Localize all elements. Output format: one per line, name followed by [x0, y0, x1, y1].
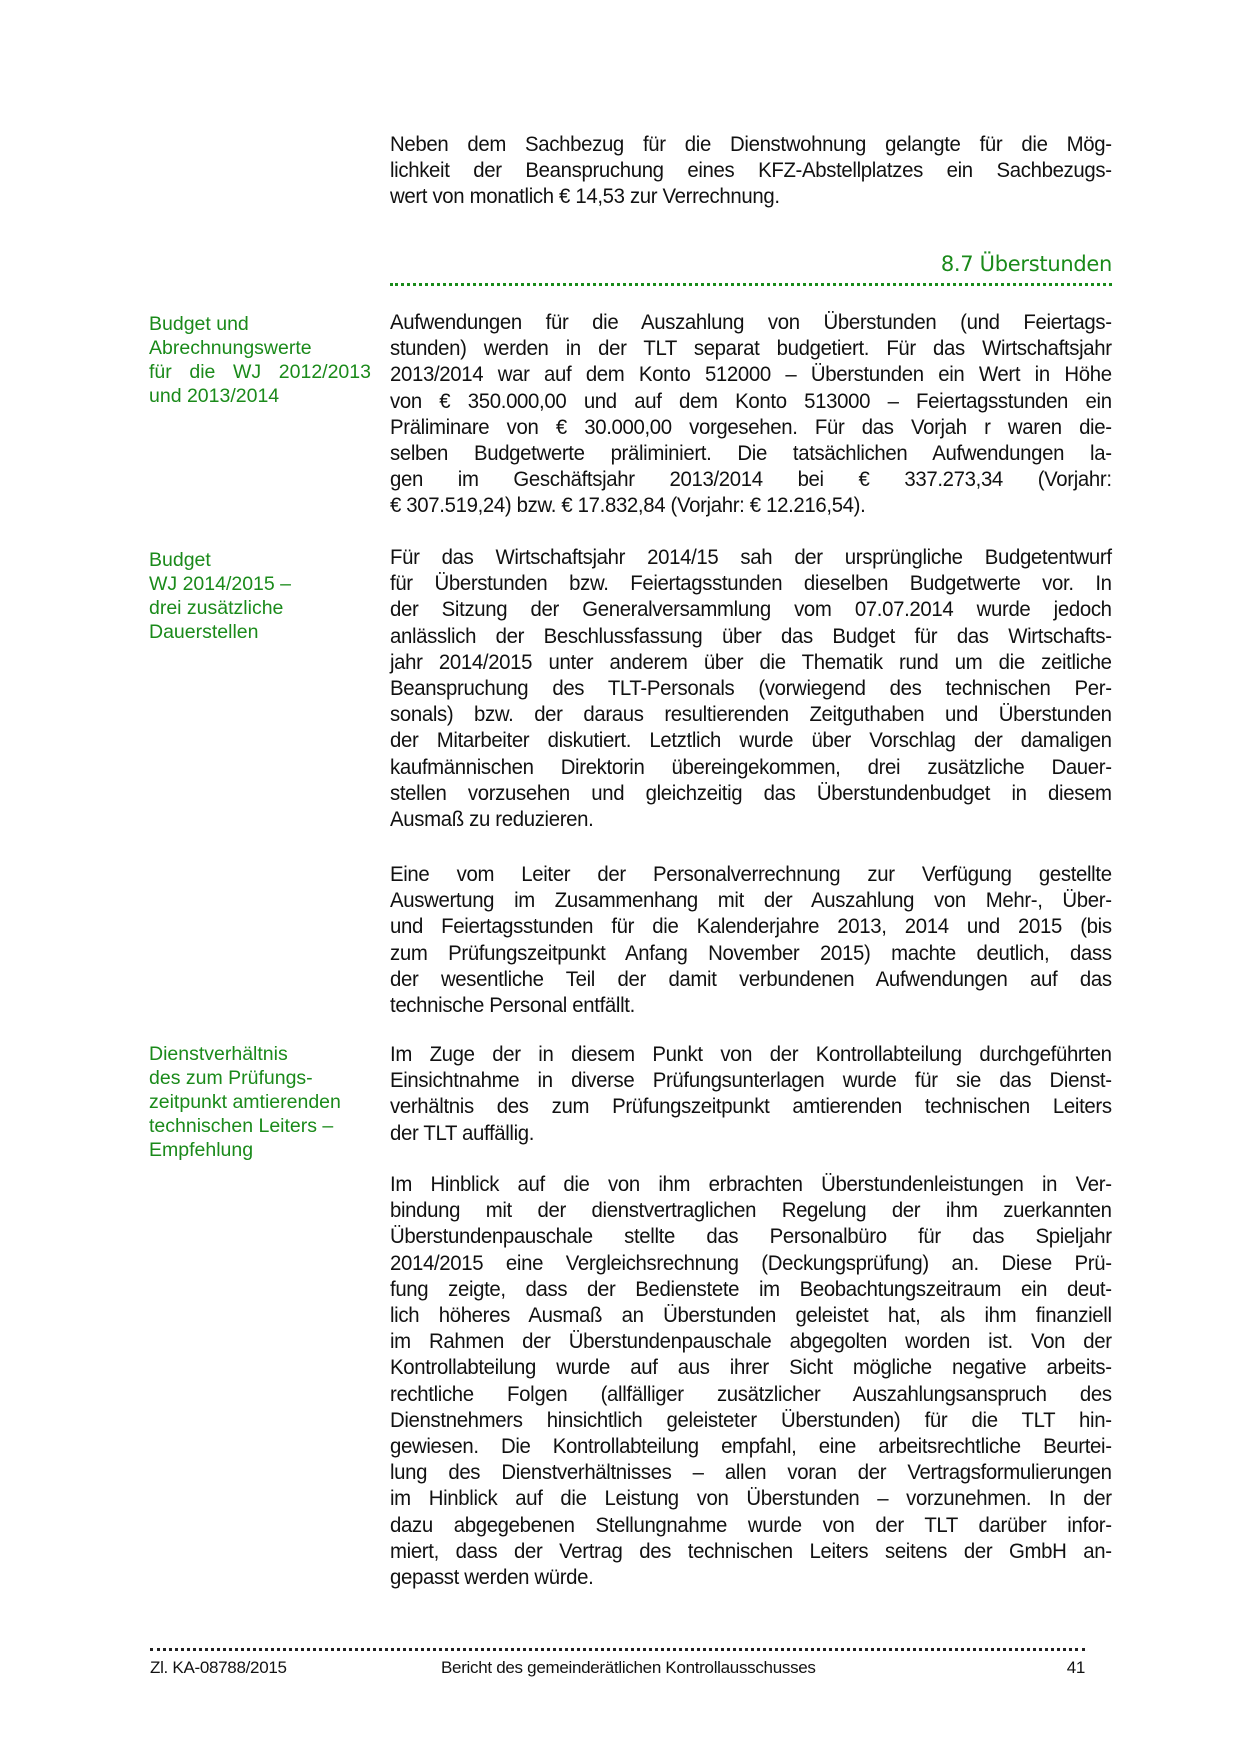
paragraph-budget-values	[390, 310, 1112, 520]
text-line: anlässlich der Beschlussfassung über das Budget für das Wirtschafts-	[390, 624, 1112, 648]
body-text	[390, 132, 1112, 211]
text-line: fung zeigte, dass der Bedienstete im Beobachtungszeitraum ein deut-	[390, 1277, 1112, 1301]
text-line: 2013/2014 war auf dem Konto 512000 – Überstunden ein Wert in Höhe	[390, 363, 1112, 387]
text-line: rechtliche Folgen (allfälliger zusätzlicher Auszahlungsanspruch des	[390, 1382, 1112, 1406]
text-line: stunden) werden in der TLT separat budgetiert. Für das Wirtschaftsjahr	[390, 337, 1112, 361]
footer-divider	[150, 1648, 1085, 1651]
text-line: gepasst werden würde.	[390, 1566, 594, 1590]
margin-note-line: des zum Prüfungs-	[149, 1067, 313, 1089]
text-line: gewiesen. Die Kontrollabteilung empfahl, eine arbeitsrechtliche Beurtei-	[390, 1435, 1112, 1459]
text-line: Auswertung im Zusammenhang mit der Auszahlung von Mehr-, Über-	[390, 889, 1112, 913]
text-line: 2014/2015 eine Vergleichsrechnung (Deckungsprüfung) an. Diese Prü-	[390, 1251, 1112, 1275]
text-line: Einsichtnahme in diverse Prüfungsunterlagen wurde für sie das Dienst-	[390, 1069, 1112, 1093]
margin-note-line: technischen Leiters –	[149, 1115, 334, 1137]
word: für	[149, 361, 172, 383]
text-line: Eine vom Leiter der Personalverrechnung zur Verfügung gestellte	[390, 863, 1112, 886]
text-line: von € 350.000,00 und auf dem Konto 513000 – Feiertagsstunden ein	[390, 389, 1112, 413]
paragraph-personalverrechnung	[390, 862, 1112, 1019]
margin-note-line: Empfehlung	[149, 1139, 254, 1161]
margin-note-line: Dienstverhältnis	[149, 1043, 288, 1065]
margin-note-text	[149, 1042, 375, 1162]
text-line: selben Budgetwerte präliminiert. Die tatsächlichen Aufwendungen la-	[390, 442, 1112, 466]
text-line: € 307.519,24) bzw. € 17.832,84 (Vorjahr: € 12.216,54).	[390, 494, 866, 518]
text-line: Für das Wirtschaftsjahr 2014/15 sah der ursprüngliche Budgetentwurf	[390, 546, 1112, 569]
text-line: der wesentliche Teil der damit verbundenen Aufwendungen auf das	[390, 967, 1112, 991]
margin-note-line: Budget und	[149, 313, 249, 335]
text-line: Kontrollabteilung wurde auf aus ihrer Sicht mögliche negative arbeits-	[390, 1356, 1112, 1380]
margin-note-line	[149, 360, 371, 384]
footer-title: Bericht des gemeinderätlichen Kontrollausschusses	[441, 1658, 816, 1677]
text-line: jahr 2014/2015 unter anderem über die Thematik rund um die zeitliche	[390, 650, 1112, 674]
body-text	[390, 310, 1112, 520]
text-line: Beanspruchung des TLT-Personals (vorwiegend des technischen Per-	[390, 677, 1112, 701]
text-line: lich höheres Ausmaß an Überstunden geleistet hat, als ihm finanziell	[390, 1304, 1112, 1328]
paragraph-budget-2014-2015	[390, 545, 1112, 833]
text-line: kaufmännischen Direktorin übereingekommen, drei zusätzliche Dauer-	[390, 755, 1112, 779]
margin-note-line: Budget	[149, 549, 211, 571]
intro-paragraph	[390, 132, 1112, 211]
text-line: für Überstunden bzw. Feiertagsstunden dieselben Budgetwerte vor. In	[390, 572, 1112, 596]
margin-note-text	[149, 312, 375, 408]
body-text	[390, 1172, 1112, 1591]
margin-note-text	[149, 548, 375, 644]
text-line: Aufwendungen für die Auszahlung von Überstunden (und Feiertags-	[390, 311, 1112, 334]
text-line: der Sitzung der Generalversammlung vom 07.07.2014 wurde jedoch	[390, 598, 1112, 622]
word: 2012/2013	[278, 361, 371, 383]
section-heading: 8.7 Überstunden	[940, 252, 1112, 276]
word: die	[189, 361, 216, 383]
margin-note-line: Dauerstellen	[149, 621, 259, 643]
text-line: Dienstnehmers hinsichtlich geleisteter Überstunden) für die TLT hin-	[390, 1408, 1112, 1432]
text-line: stellen vorzusehen und gleichzeitig das Überstundenbudget in diesem	[390, 781, 1112, 805]
margin-note-line: drei zusätzliche	[149, 597, 284, 619]
text-line: lichkeit der Beanspruchung eines KFZ-Abstellplatzes ein Sachbezugs-	[390, 159, 1112, 183]
text-line: im Rahmen der Überstundenpauschale abgegolten worden ist. Von der	[390, 1330, 1112, 1354]
body-text	[390, 545, 1112, 833]
margin-note-line: zeitpunkt amtierenden	[149, 1091, 341, 1113]
paragraph-ueberstundenpauschale	[390, 1172, 1112, 1591]
word: WJ	[233, 361, 262, 383]
footer-reference: Zl. KA-08788/2015	[150, 1658, 287, 1677]
margin-note-line: Abrechnungswerte	[149, 337, 312, 359]
text-line: dazu abgegebenen Stellungnahme wurde von der TLT darüber infor-	[390, 1513, 1112, 1537]
text-line: miert, dass der Vertrag des technischen Leiters seitens der GmbH an-	[390, 1539, 1112, 1563]
text-line: verhältnis des zum Prüfungszeitpunkt amtierenden technischen Leiters	[390, 1095, 1112, 1119]
margin-note-line: WJ 2014/2015 –	[149, 573, 292, 595]
text-line: zum Prüfungszeitpunkt Anfang November 2015) machte deutlich, dass	[390, 941, 1112, 965]
paragraph-einsichtnahme	[390, 1042, 1112, 1147]
margin-note-line: und 2013/2014	[149, 385, 280, 407]
text-line: gen im Geschäftsjahr 2013/2014 bei € 337.273,34 (Vorjahr:	[390, 468, 1112, 492]
text-line: wert von monatlich € 14,53 zur Verrechnung.	[390, 185, 780, 209]
text-line: lung des Dienstverhältnisses – allen voran der Vertragsformulierungen	[390, 1461, 1112, 1485]
text-line: im Hinblick auf die Leistung von Überstunden – vorzunehmen. In der	[390, 1487, 1112, 1511]
body-text	[390, 1042, 1112, 1147]
text-line: sonals) bzw. der daraus resultierenden Zeitguthaben und Überstunden	[390, 703, 1112, 727]
text-line: Präliminare von € 30.000,00 vorgesehen. Für das Vorjah r waren die-	[390, 415, 1112, 439]
text-line: der TLT auffällig.	[390, 1121, 535, 1145]
text-line: der Mitarbeiter diskutiert. Letztlich wurde über Vorschlag der damaligen	[390, 729, 1112, 753]
text-line: Ausmaß zu reduzieren.	[390, 808, 594, 832]
text-line: und Feiertagsstunden für die Kalenderjahre 2013, 2014 und 2015 (bis	[390, 915, 1112, 939]
text-line: Im Hinblick auf die von ihm erbrachten Überstundenleistungen in Ver-	[390, 1173, 1112, 1196]
text-line: Neben dem Sachbezug für die Dienstwohnung gelangte für die Mög-	[390, 133, 1112, 156]
text-line: Überstundenpauschale stellte das Personalbüro für das Spieljahr	[390, 1225, 1112, 1249]
heading-divider	[390, 283, 1112, 286]
text-line: Im Zuge der in diesem Punkt von der Kontrollabteilung durchgeführten	[390, 1043, 1112, 1066]
text-line: technische Personal entfällt.	[390, 994, 635, 1018]
body-text	[390, 862, 1112, 1019]
text-line: bindung mit der dienstvertraglichen Regelung der ihm zuerkannten	[390, 1199, 1112, 1223]
page-number: 41	[1066, 1658, 1085, 1677]
